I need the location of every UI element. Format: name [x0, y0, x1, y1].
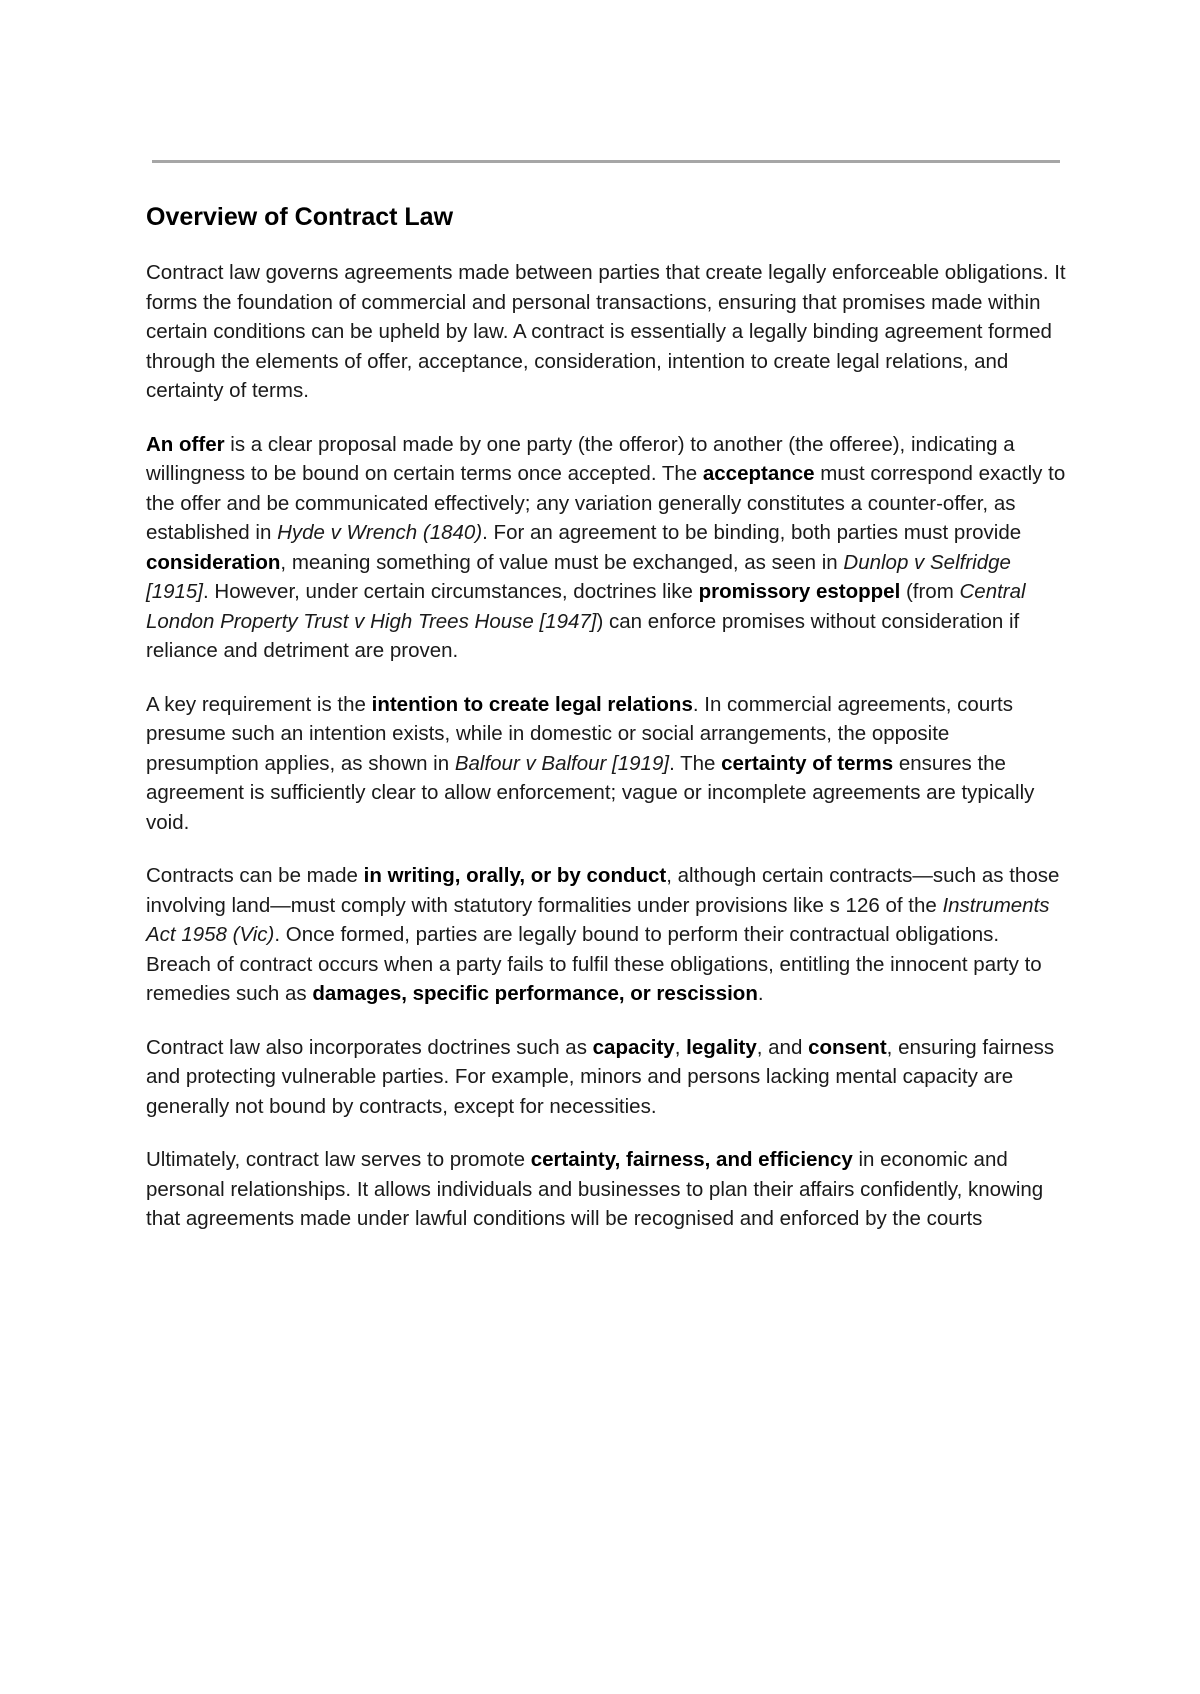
text-run: . The	[669, 751, 722, 775]
text-run: . Once formed, parties are legally bound to perform their contractual obligations. Breach of contract occurs when a party fails to fulfil these obligations, entitling the innocent party to remedies such as	[146, 923, 1042, 1005]
text-run: , meaning something of value must be exchanged, as seen in	[280, 550, 844, 574]
case-citation: Hyde v Wrench (1840)	[277, 521, 483, 544]
body-paragraph	[146, 1145, 1066, 1234]
text-run: . In commercial agreements, courts presume such an intention exists, while in domestic or social arrangements, the opposite presumption applies, as shown in	[146, 692, 1014, 775]
paragraph-list	[146, 258, 1066, 1234]
case-citation: Central London Property Trust v High Trees House [1947]	[146, 580, 1026, 633]
bold-term: An offer	[146, 432, 225, 456]
body-paragraph	[146, 430, 1066, 666]
text-run: , ensuring fairness and protecting vulnerable parties. For example, minors and persons lacking mental capacity are generally not bound by contracts, except for necessities.	[146, 1035, 1055, 1118]
text-run: .	[757, 982, 764, 1005]
text-run: Contract law also incorporates doctrines such as	[146, 1035, 593, 1059]
text-run: . For an agreement to be binding, both parties must provide	[482, 521, 1022, 544]
bold-term: in writing, orally, or by conduct	[363, 864, 667, 887]
bold-term: capacity	[592, 1035, 675, 1059]
bold-term: consideration	[146, 550, 281, 574]
text-run: must correspond exactly to the offer and be communicated effectively; any variation generally constitutes a counter-offer, as established in	[146, 462, 1066, 544]
bold-term: intention to create legal relations	[371, 692, 693, 716]
text-run: in economic and personal relationships. It allows individuals and businesses to plan their affairs confidently, knowing that agreements made under lawful conditions will be recognised and enforced by the courts	[146, 1148, 1044, 1230]
text-run: ) can enforce promises without consideration if reliance and detriment are proven.	[146, 609, 1020, 662]
text-run: A key requirement is the	[146, 692, 372, 716]
bold-term: promissory estoppel	[698, 580, 901, 603]
text-run: , although certain contracts—such as those involving land—must comply with statutory formalities under provisions like s 126 of the	[146, 864, 1060, 917]
text-run: , and	[756, 1035, 809, 1059]
body-paragraph	[146, 861, 1066, 1009]
case-citation: Instruments Act 1958 (Vic)	[146, 893, 1050, 946]
text-run: ,	[674, 1035, 687, 1059]
text-run: Contract law governs agreements made between parties that create legally enforceable obligations. It forms the foundation of commercial and personal transactions, ensuring that promises made within certain conditions can be upheld by law. A contract is essentially a legally binding agreement formed through the elements of offer, acceptance, consideration, intention to create legal relations, and certainty of terms.	[146, 261, 1066, 402]
text-run: is a clear proposal made by one party (the offeror) to another (the offeree), indicating a willingness to be bound on certain terms once accepted. The	[146, 432, 1015, 485]
text-run: Ultimately, contract law serves to promote	[146, 1148, 531, 1171]
bold-term: certainty of terms	[721, 751, 894, 775]
text-run: . However, under certain circumstances, doctrines like	[203, 580, 699, 603]
case-citation: Balfour v Balfour [1919]	[454, 751, 670, 775]
document-body	[146, 200, 1066, 1258]
bold-term: certainty, fairness, and efficiency	[530, 1148, 853, 1171]
case-citation: Dunlop v Selfridge [1915]	[146, 550, 1011, 603]
body-paragraph	[146, 1033, 1066, 1122]
text-run: Contracts can be made	[146, 864, 364, 887]
body-paragraph	[146, 690, 1066, 838]
bold-term: consent	[808, 1035, 887, 1059]
bold-term: legality	[686, 1035, 757, 1059]
body-paragraph	[146, 258, 1066, 406]
document-title: Overview of Contract Law	[146, 203, 454, 231]
bold-term: damages, specific performance, or rescission	[312, 982, 758, 1005]
text-run: ensures the agreement is sufficiently clear to allow enforcement; vague or incomplete agreements are typically void.	[146, 751, 1035, 834]
bold-term: acceptance	[702, 462, 815, 485]
text-run: (from	[900, 580, 960, 603]
horizontal-rule	[152, 160, 1060, 163]
